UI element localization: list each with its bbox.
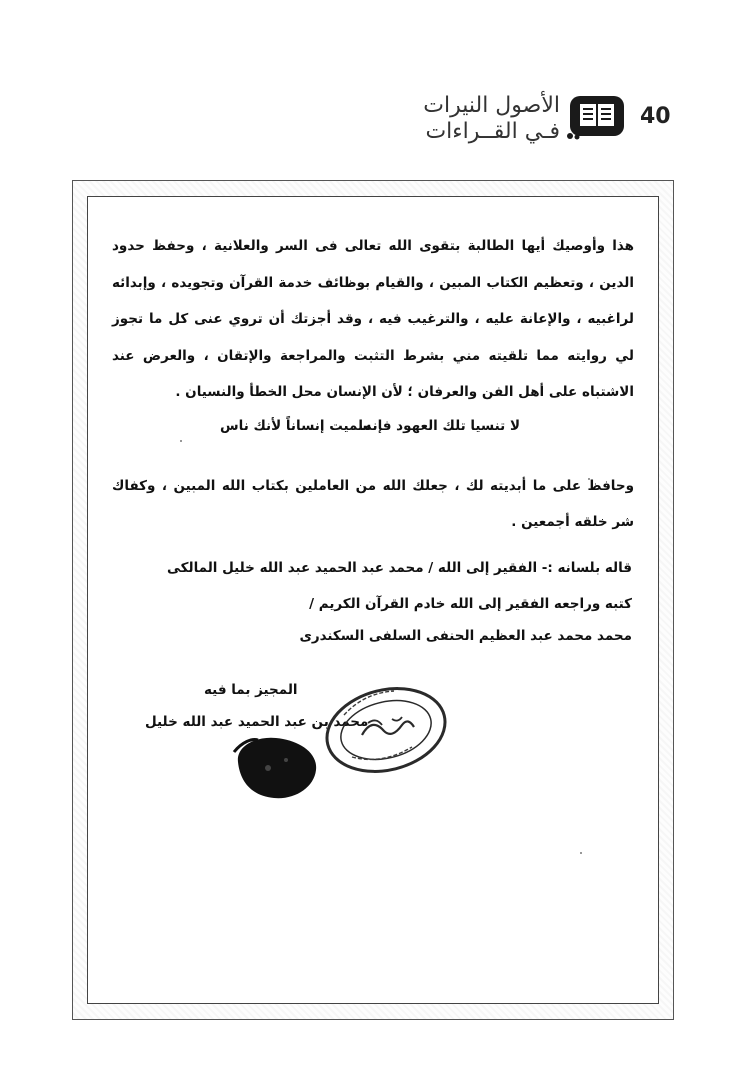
book-title-line2: فـي القــراءات	[425, 119, 560, 144]
oval-seal-stamp	[322, 685, 450, 775]
grantor-label: المجيز بما فيه	[204, 682, 298, 698]
poetry-verse	[190, 418, 520, 448]
page-number: 40	[640, 104, 671, 129]
scan-speck	[580, 852, 582, 854]
book-title-line1: الأصول النيرات	[423, 93, 560, 118]
certificate-paragraph-1	[112, 228, 634, 411]
verse-hemistich-2: سميت إنساناً لأنك ناس	[220, 418, 372, 434]
scan-speck	[180, 440, 182, 442]
book-title	[310, 93, 560, 145]
verse-hemistich-1: لا تنسيا تلك العهود فإنما	[358, 418, 520, 434]
certificate-paragraph-2: وحافظ على ما أبديته لك ، جعلك الله من العاملين بكتاب الله المبين ، وكفاك شر خلقه أجمعين .	[112, 478, 634, 530]
signature-line-1: قاله بلسانه :- الفقير إلى الله / محمد عبد الحميد عبد الله خليل المالكى	[167, 560, 632, 576]
paragraph-1-text: هذا وأوصيك أيها الطالبة بتقوى الله تعالى فى السر والعلانية ، وحفظ حدود الدين ، وتعظيم الكتاب المبين ، والقيام بوظائف خدمة القرآن وتجويده ، وإبدائه لراغبيه ، والإعانة عليه ، والترغيب فيه ، وقد أجزتك أن تروي عنى كل ما تجوز لي روايته مما تلقيته مني بشرط التثبت والمراجعة والإتقان ، والعرض عند الاشتباه على أهل الفن والعرفان ؛ لأن الإنسان محل الخطأ والنسيان .	[112, 238, 634, 400]
signature-line-3: محمد محمد عبد العظيم الحنفى السلفى السكندرى	[299, 628, 632, 644]
signature-line-2: كتبه وراجعه الفقير إلى الله خادم القرآن الكريم /	[309, 596, 632, 612]
book-icon	[566, 94, 626, 140]
grantor-name: محمد بن عبد الحميد عبد الله خليل	[145, 714, 369, 730]
ink-seal-stamp	[228, 732, 324, 802]
